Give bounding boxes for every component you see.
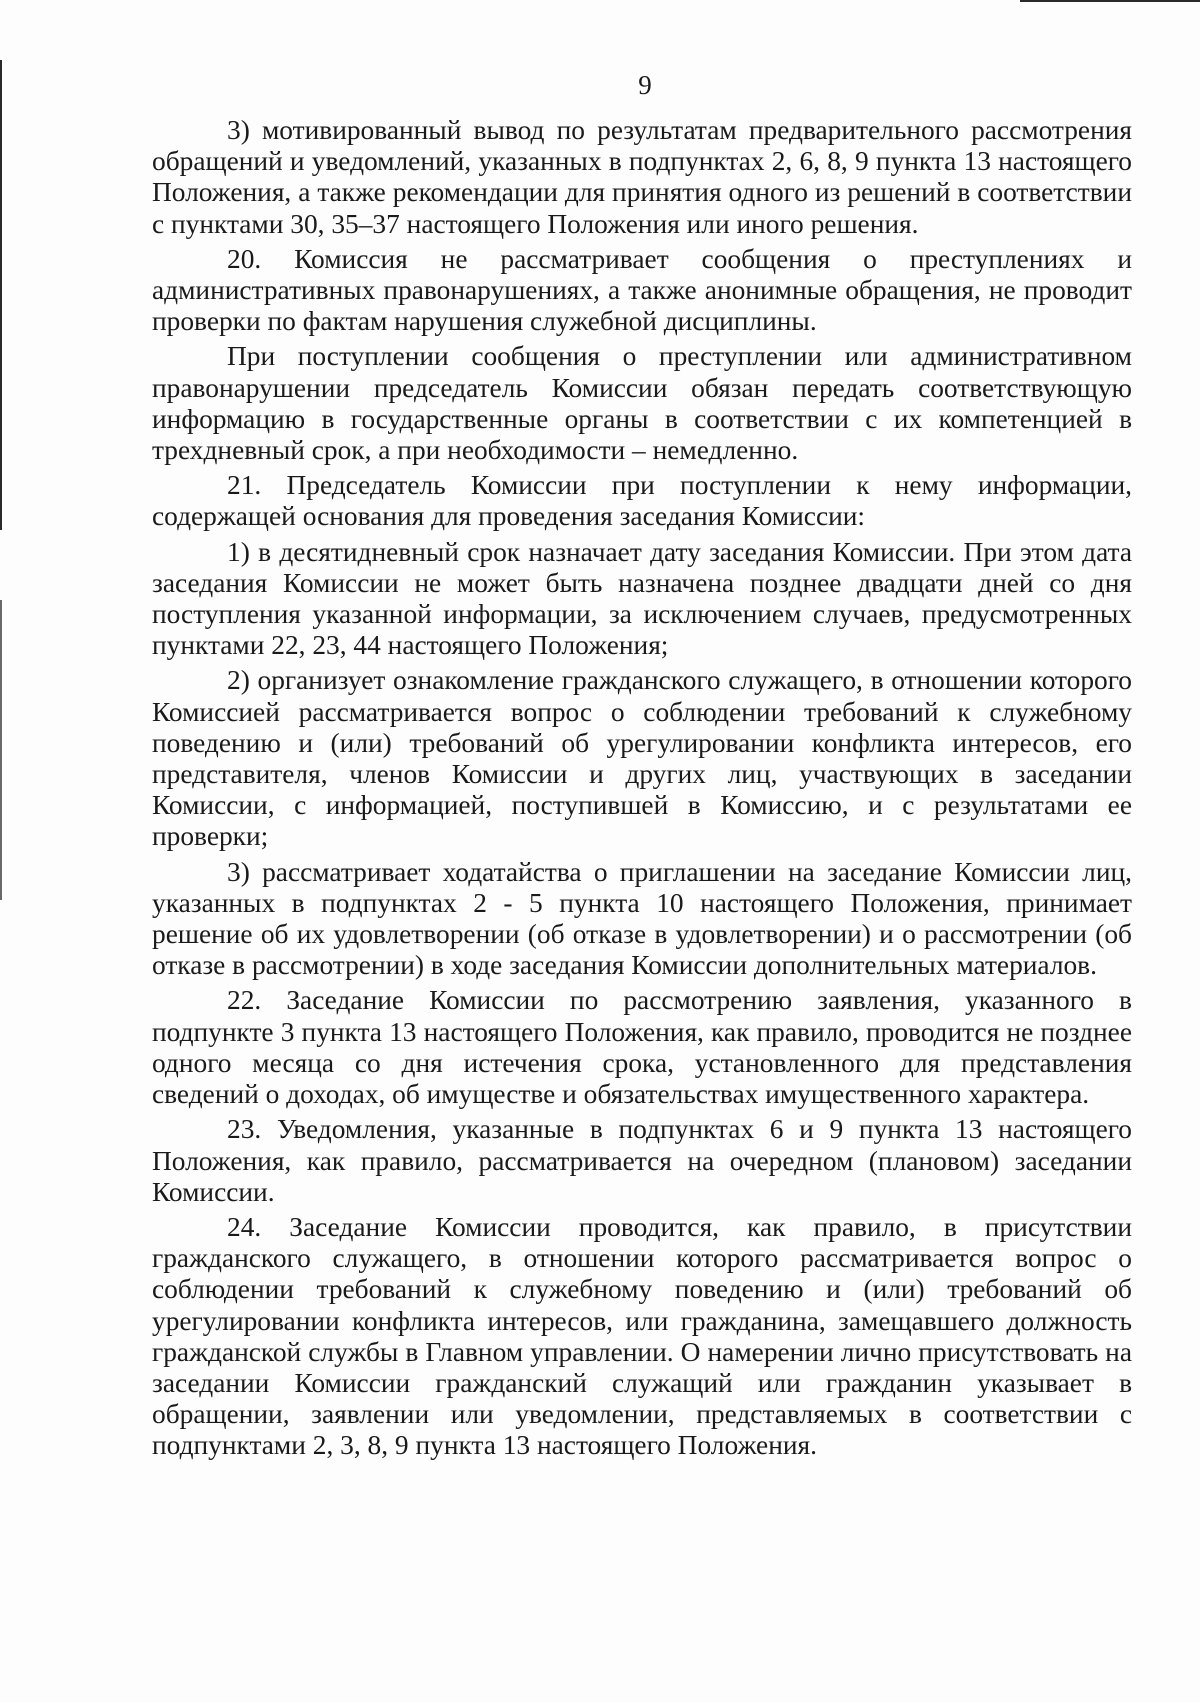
scan-edge-left: [0, 60, 2, 530]
paragraph-8: 22. Заседание Комиссии по рассмотрению заявления, указанного в подпункте 3 пункта 13 настоящего Положения, как правило, проводится не позднее одного месяца со дня истечения срока, установленного для представления сведений о доходах, об имуществе и обязательствах имущественного характера.: [152, 985, 1132, 1110]
paragraph-6: 2) организует ознакомление гражданского служащего, в отношении которого Комиссией рассматривается вопрос о соблюдении требований к служебному поведению и (или) требований об урегулировании конфликта интересов, его представителя, членов Комиссии и других лиц, участвующих в заседании Комиссии, с информацией, поступившей в Комиссию, и с результатами ее проверки;: [152, 665, 1132, 852]
paragraph-9: 23. Уведомления, указанные в подпунктах 6 и 9 пункта 13 настоящего Положения, как правило, рассматривается на очередном (плановом) заседании Комиссии.: [152, 1114, 1132, 1207]
paragraph-7: 3) рассматривает ходатайства о приглашении на заседание Комиссии лиц, указанных в подпунктах 2 - 5 пункта 10 настоящего Положения, принимает решение об их удовлетворении (об отказе в удовлетворении) и о рассмотрении (об отказе в рассмотрении) в ходе заседания Комиссии дополнительных материалов.: [152, 856, 1132, 981]
paragraph-3: При поступлении сообщения о преступлении или административном правонарушении председатель Комиссии обязан передать соответствующую информацию в государственные органы в соответствии с их компетенцией в трехдневный срок, а при необходимости – немедленно.: [152, 341, 1132, 466]
paragraph-5: 1) в десятидневный срок назначает дату заседания Комиссии. При этом дата заседания Комиссии не может быть назначена позднее двадцати дней со дня поступления указанной информации, за исключением случаев, предусмотренных пунктами 22, 23, 44 настоящего Положения;: [152, 536, 1132, 661]
document-body: [152, 115, 1132, 1462]
scan-edge-top: [1020, 0, 1200, 2]
scan-edge-left-lower: [0, 600, 2, 900]
page-number: 9: [638, 70, 652, 100]
paragraph-4: 21. Председатель Комиссии при поступлении к нему информации, содержащей основания для проведения заседания Комиссии:: [152, 470, 1132, 532]
paragraph-2: 20. Комиссия не рассматривает сообщения о преступлениях и административных правонарушениях, а также анонимные обращения, не проводит проверки по фактам нарушения служебной дисциплины.: [152, 243, 1132, 337]
paragraph-1: 3) мотивированный вывод по результатам предварительного рассмотрения обращений и уведомлений, указанных в подпунктах 2, 6, 8, 9 пункта 13 настоящего Положения, а также рекомендации для принятия одного из решений в соответствии с пунктами 30, 35–37 настоящего Положения или иного решения.: [152, 115, 1132, 239]
paragraph-10: 24. Заседание Комиссии проводится, как правило, в присутствии гражданского служащего, в отношении которого рассматривается вопрос о соблюдении требований к служебному поведению и (или) требований об урегулировании конфликта интересов, или гражданина, замещавшего должность гражданской службы в Главном управлении. О намерении лично присутствовать на заседании Комиссии гражданский служащий или гражданин указывает в обращении, заявлении или уведомлении, представляемых в соответствии с подпунктами 2, 3, 8, 9 пункта 13 настоящего Положения.: [152, 1211, 1132, 1461]
